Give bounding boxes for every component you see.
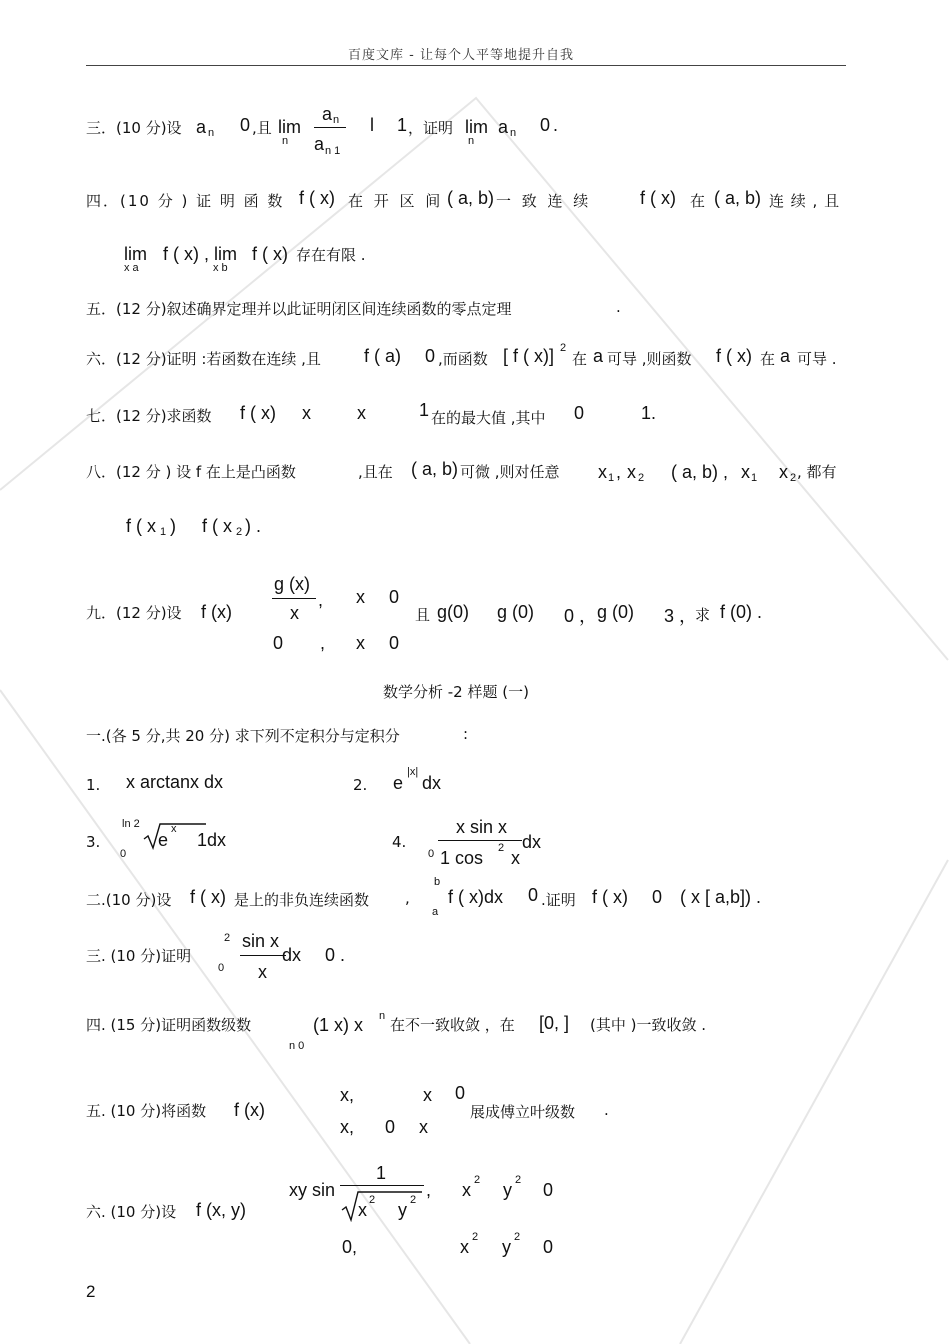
s6-ry: y xyxy=(398,1200,407,1220)
s1-p4-frac-bar xyxy=(438,840,522,841)
q8-comma: , xyxy=(616,462,622,482)
q8-qiezai: ,且在 xyxy=(358,463,393,481)
s3-lower: 0 xyxy=(218,962,225,974)
q9-frac-bar xyxy=(272,598,316,599)
q9-qiu: 求 xyxy=(695,606,711,624)
q6-fx: f ( x) xyxy=(716,346,752,366)
q4-label: 四．(10 分 ) 证 明 函 数 xyxy=(86,192,285,210)
q7-one: 1 xyxy=(419,400,430,420)
s6-c2sx: 2 xyxy=(472,1231,479,1243)
s1-p2-dx: dx xyxy=(422,773,442,793)
q7-zero: 0 xyxy=(574,403,585,423)
s1-p3-tail: 1dx xyxy=(197,830,227,850)
q9-x1: x xyxy=(356,587,365,607)
q4-tail: 存在有限 . xyxy=(296,246,366,264)
q8-fx1-paren: ) xyxy=(170,516,176,536)
s6-rx: x xyxy=(358,1200,367,1220)
s6-c1y: y xyxy=(503,1180,512,1200)
q8-douyou: , 都有 xyxy=(797,463,837,481)
q6-a: a xyxy=(593,346,604,366)
s6-fxy: f (x, y) xyxy=(196,1200,246,1220)
q4-ab2: ( a, b) xyxy=(714,188,762,208)
q9-comma2: , xyxy=(320,633,326,653)
s1-p2-e: e xyxy=(393,773,404,793)
q8-fx2: f ( x xyxy=(202,516,232,536)
q6-erhanshu: ,而函数 xyxy=(438,350,488,368)
q3-frac-bar xyxy=(314,127,346,128)
q9-zero4: 0 ， xyxy=(564,606,598,626)
s1-p4-dx: dx xyxy=(522,832,542,852)
q9-qie: 且 xyxy=(415,606,431,624)
q8-ab: ( a, b) xyxy=(411,459,459,479)
q3-frac-num-sub: n xyxy=(333,114,340,126)
s3-zero: 0 . xyxy=(325,945,346,965)
section-title: 数学分析 -2 样题 (一) xyxy=(383,683,529,701)
q9-zero1: 0 xyxy=(389,587,400,607)
s1-intro: 一.(各 5 分,共 20 分) 求下列不定积分与定积分 xyxy=(86,727,400,745)
q3-lim2: lim xyxy=(465,117,488,137)
q4-zai2: 在 xyxy=(690,192,706,210)
q8-x3: x xyxy=(741,462,750,482)
s6-c2y: y xyxy=(502,1237,511,1257)
q9-three: 3 ， xyxy=(664,606,698,626)
q7-fx: f ( x) xyxy=(240,403,276,423)
s6-c2x: x xyxy=(460,1237,469,1257)
q7-one2: 1. xyxy=(641,403,657,423)
q6-a2: a xyxy=(780,346,791,366)
s5-fx: f (x) xyxy=(234,1100,265,1120)
q9-comma1: , xyxy=(318,590,324,610)
q6-sq: [ f ( x)] xyxy=(503,346,554,366)
s4-interval: [0, ] xyxy=(539,1013,570,1033)
q8-x4-sub: 2 xyxy=(790,472,797,484)
s5-label: 五. (10 分)将函数 xyxy=(86,1102,207,1120)
q6-label: 六．(12 分)证明 :若函数在连续 ,且 xyxy=(86,350,321,368)
q3-frac-den: a xyxy=(314,134,325,154)
q6-kedao2: 可导 . xyxy=(797,350,837,368)
q9-gpp0: g (0) xyxy=(597,602,635,622)
s1-p1-num: 1. xyxy=(86,776,101,794)
s1-p4-lower: 0 xyxy=(428,848,435,860)
q6-zero: 0 xyxy=(425,346,436,366)
q9-x2: x xyxy=(356,633,365,653)
q9-zero2: 0 xyxy=(273,633,284,653)
q3-zero: 0 xyxy=(240,115,251,135)
q8-x2: x xyxy=(627,462,636,482)
s1-p2-num: 2. xyxy=(353,776,368,794)
q3-label: 三．(10 分)设 xyxy=(86,119,182,137)
q9-fx: f (x) xyxy=(201,602,232,622)
s5-r1b: x xyxy=(423,1085,432,1105)
q3-a2: a xyxy=(498,117,509,137)
s2-cond: ( x [ a,b]) . xyxy=(680,887,762,907)
s6-c2sy: 2 xyxy=(514,1231,521,1243)
s6-c1sx: 2 xyxy=(474,1174,481,1186)
q3-zero2: 0 xyxy=(540,115,551,135)
s2-integrand: f ( x)dx xyxy=(448,887,504,907)
q3-frac-num: a xyxy=(322,104,333,124)
s5-r2c: x xyxy=(419,1117,428,1137)
header-rule xyxy=(86,65,846,66)
s1-p3-lower: 0 xyxy=(120,848,127,860)
q6-zaia: 在 xyxy=(572,350,588,368)
s2-label: 二.(10 分)设 xyxy=(86,891,172,909)
q4-yizhi: 一 致 连 续 xyxy=(496,192,592,210)
q9-g0: g(0) xyxy=(437,602,470,622)
q4-ab: ( a, b) xyxy=(447,188,495,208)
q9-label: 九．(12 分)设 xyxy=(86,604,182,622)
q3-qie: ,且 xyxy=(252,119,272,137)
s5-r1a: x, xyxy=(340,1085,355,1105)
q8-x3-sub: 1 xyxy=(751,472,758,484)
q3-lim-sub: n xyxy=(282,135,289,147)
s2-lower: a xyxy=(432,906,439,918)
page-number: 2 xyxy=(86,1282,96,1301)
q4-lim1: lim xyxy=(124,244,147,264)
q3-lim2-sub: n xyxy=(468,135,475,147)
q9-gden: x xyxy=(290,603,299,623)
q3-lim: lim xyxy=(278,117,301,137)
s1-p1-expr: x arctanx dx xyxy=(126,772,224,792)
s3-den: x xyxy=(258,962,267,982)
s4-expr: (1 x) x xyxy=(313,1015,364,1035)
s6-c1sy: 2 xyxy=(515,1174,522,1186)
q6-zaia2: 在 xyxy=(760,350,776,368)
s6-rsy: 2 xyxy=(410,1194,417,1206)
q3-dot: . xyxy=(553,115,559,135)
s1-p4-den: 1 cos xyxy=(440,848,484,868)
s5-tail: 展成傅立叶级数 xyxy=(470,1103,576,1121)
q7-zaide: 在的最大值 ,其中 xyxy=(431,409,546,427)
s1-p3-num: 3. xyxy=(86,833,101,851)
s5-dot: . xyxy=(604,1101,609,1119)
s4-label: 四. (15 分)证明函数级数 xyxy=(86,1016,252,1034)
q4-lim1-sub: x a xyxy=(124,262,139,274)
q9-gp0: g (0) xyxy=(497,602,535,622)
header-title: 百度文库 - 让每个人平等地提升自我 xyxy=(348,48,574,63)
q4-fx3: f ( x) , xyxy=(163,244,209,264)
s6-one: 1 xyxy=(376,1163,387,1183)
s4-sub: n 0 xyxy=(289,1040,305,1052)
s3-frac-bar xyxy=(240,955,286,956)
q8-x1: x xyxy=(598,462,607,482)
q4-fx2: f ( x) xyxy=(640,188,676,208)
q6-fa: f ( a) xyxy=(364,346,402,366)
s1-p3-sup: x xyxy=(171,823,177,835)
s1-p4-den-x: x xyxy=(511,848,520,868)
s3-dx: dx xyxy=(282,945,302,965)
s2-fx: f ( x) xyxy=(190,887,226,907)
q8-fx2-paren: ) . xyxy=(245,516,261,536)
q3-l: l xyxy=(370,115,374,135)
q5-dot: . xyxy=(616,298,621,316)
q4-lianxu: 连 续 , 且 xyxy=(769,192,841,210)
s1-p2-sup: |x| xyxy=(407,766,419,778)
s6-rsx: 2 xyxy=(369,1194,376,1206)
s3-upper: 2 xyxy=(224,932,231,944)
s2-zero2: 0 xyxy=(652,887,663,907)
s6-c1x: x xyxy=(462,1180,471,1200)
s6-zero: 0, xyxy=(342,1237,358,1257)
q8-kewei: 可微 ,则对任意 xyxy=(460,463,560,481)
q8-fx1: f ( x xyxy=(126,516,156,536)
s2-comma: , xyxy=(405,889,410,907)
q9-fp0: f (0) . xyxy=(720,602,763,622)
q8-x4: x xyxy=(779,462,788,482)
q3-a: a xyxy=(196,117,207,137)
q4-lim2: lim xyxy=(214,244,237,264)
q8-ab2: ( a, b) , xyxy=(671,462,729,482)
s4-mid: 在不一致收敛 ，在 xyxy=(390,1016,515,1034)
q4-fx4: f ( x) xyxy=(252,244,288,264)
q4-zai: 在 开 区 间 xyxy=(348,192,444,210)
s1-p3-e: e xyxy=(158,830,169,850)
s1-p4-num: 4. xyxy=(392,833,407,851)
q4-fx: f ( x) xyxy=(299,188,335,208)
s6-label: 六. (10 分)设 xyxy=(86,1203,177,1221)
q3-zhengming: ，证明 xyxy=(408,119,454,137)
q9-zero3: 0 xyxy=(389,633,400,653)
s1-colon: : xyxy=(463,725,469,743)
s6-xysin: xy sin xyxy=(289,1180,336,1200)
s6-c1z: 0 xyxy=(543,1180,554,1200)
q7-x2: x xyxy=(357,403,366,423)
s2-fx2: f ( x) xyxy=(592,887,628,907)
s2-mid: 是上的非负连续函数 xyxy=(234,891,370,909)
s2-zero: 0 xyxy=(528,885,539,905)
s4-tail: (其中 )一致收敛 . xyxy=(590,1016,707,1034)
q3-a-sub: n xyxy=(208,127,215,139)
s3-num: sin x xyxy=(242,931,280,951)
s2-upper: b xyxy=(434,876,441,888)
q5-text: 五．(12 分)叙述确界定理并以此证明闭区间连续函数的零点定理 xyxy=(86,300,512,318)
q7-x1: x xyxy=(302,403,311,423)
s3-label: 三. (10 分)证明 xyxy=(86,947,192,965)
q7-label: 七．(12 分)求函数 xyxy=(86,407,212,425)
s6-c2z: 0 xyxy=(543,1237,554,1257)
s2-zm: .证明 xyxy=(541,891,576,909)
q4-lim2-sub: x b xyxy=(213,262,228,274)
s6-comma1: , xyxy=(426,1180,432,1200)
q8-fx2-sub: 2 xyxy=(236,526,243,538)
q8-label: 八．(12 分 ) 设 f 在上是凸函数 xyxy=(86,463,296,481)
s4-sup: n xyxy=(379,1010,386,1022)
q8-x2-sub: 2 xyxy=(638,472,645,484)
q8-fx1-sub: 1 xyxy=(160,526,167,538)
s5-r2a: x, xyxy=(340,1117,355,1137)
q6-kedao: 可导 ,则函数 xyxy=(607,350,692,368)
q3-a2-sub: n xyxy=(510,127,517,139)
s1-p3-upper: ln 2 xyxy=(122,818,140,830)
s5-r1c: 0 xyxy=(455,1083,466,1103)
q3-frac-den-sub: n 1 xyxy=(325,145,341,157)
s5-r2b: 0 xyxy=(385,1117,396,1137)
q3-one: 1 xyxy=(397,115,408,135)
q8-x1-sub: 1 xyxy=(608,472,615,484)
q9-gnum: g (x) xyxy=(274,574,310,594)
q6-two: 2 xyxy=(560,342,567,354)
s6-frac-bar xyxy=(340,1185,424,1186)
s1-p4-den-sup: 2 xyxy=(498,842,505,854)
s1-p4-numexpr: x sin x xyxy=(456,817,508,837)
